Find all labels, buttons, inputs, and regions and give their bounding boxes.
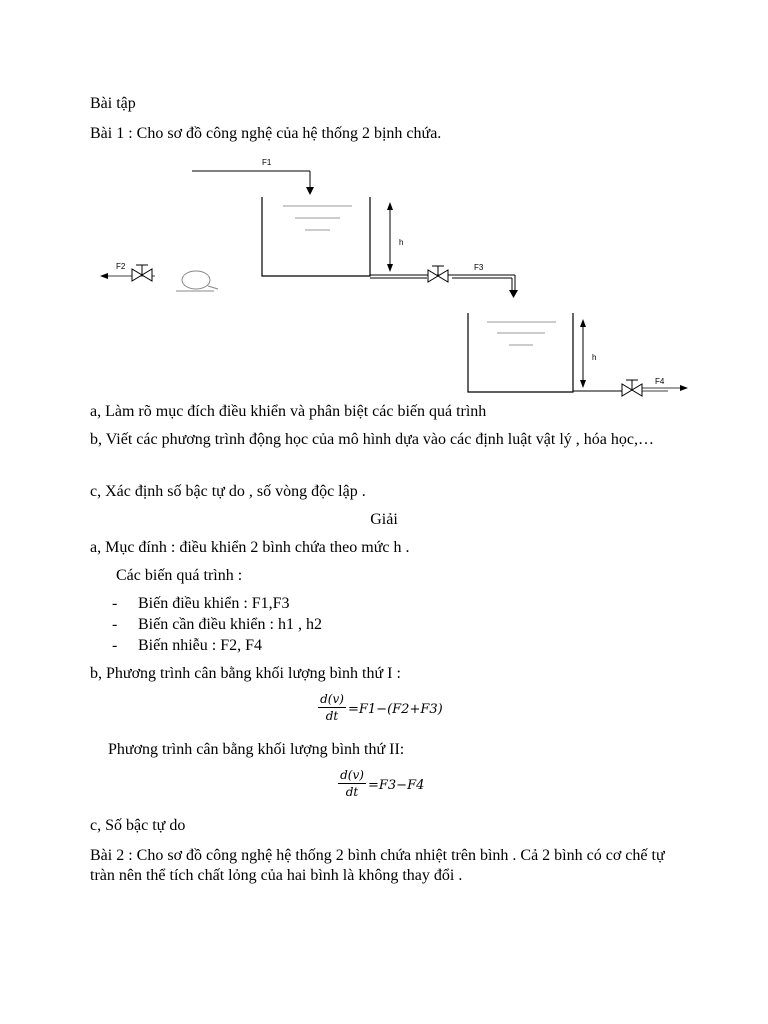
tank-2 [468,313,573,392]
problem2-statement: Bài 2 : Cho sơ đồ công nghệ hệ thống 2 bình chứa nhiệt trên bình . Cả 2 bình có cơ chế tự tràn nên thể tích chất lỏng của hai bình là không thay đổi . [90,847,665,884]
answer-b2: Phương trình cân bằng khối lượng bình thứ II: [108,741,405,758]
tank-1-height-label: h [399,238,404,247]
var-item: - Biến cần điều khiển : h1 , h2 [112,616,322,633]
f2-valve-icon [100,265,155,281]
f3-valve-icon [428,266,448,282]
equation-1 [318,692,478,728]
answer-a: a, Mục đính : điều khiển 2 bình chứa theo mức h . [90,539,410,556]
answer-b: b, Phương trình cân bằng khối lượng bình thứ I : [90,665,401,682]
pump-icon [176,271,218,291]
f4-label: F4 [655,377,665,386]
eq2-numerator: d(v) [340,768,364,782]
eq1-rhs: =F1−(F2+F3) [348,702,443,717]
eq1-denominator: dt [325,709,339,723]
tank-1 [262,197,370,276]
heading: Bài tập [90,95,136,112]
answer-c: c, Số bậc tự do [90,817,186,834]
question-c: c, Xác định số bậc tự do , số vòng độc lập . [90,483,366,500]
var-item: - Biến điều khiển : F1,F3 [112,595,290,612]
f4-arrow-icon [680,385,688,391]
f4-valve-icon [622,380,642,396]
solution-title: Giải [370,511,398,528]
f1-arrow-icon [306,187,314,195]
process-vars-title: Các biến quá trình : [116,567,243,584]
problem1-statement: Bài 1 : Cho sơ đồ công nghệ của hệ thống 2 bịnh chứa. [90,125,442,142]
f1-label: F1 [262,158,272,167]
question-b: b, Viết các phương trình động học của mô hình dựa vào các định luật vật lý , hóa học,… [90,431,654,448]
eq1-numerator: d(v) [320,692,344,706]
eq2-rhs: =F3−F4 [368,778,425,793]
tank-2-height-label: h [592,353,597,362]
equation-2 [338,768,458,804]
process-diagram [0,0,768,420]
question-a: a, Làm rõ mục đích điều khiển và phân biệt các biến quá trình [90,403,487,420]
f3-arrow-icon [509,290,518,298]
f3-label: F3 [474,263,484,272]
f2-label: F2 [116,262,126,271]
eq2-denominator: dt [345,785,359,799]
var-item: - Biến nhiễu : F2, F4 [112,637,263,654]
